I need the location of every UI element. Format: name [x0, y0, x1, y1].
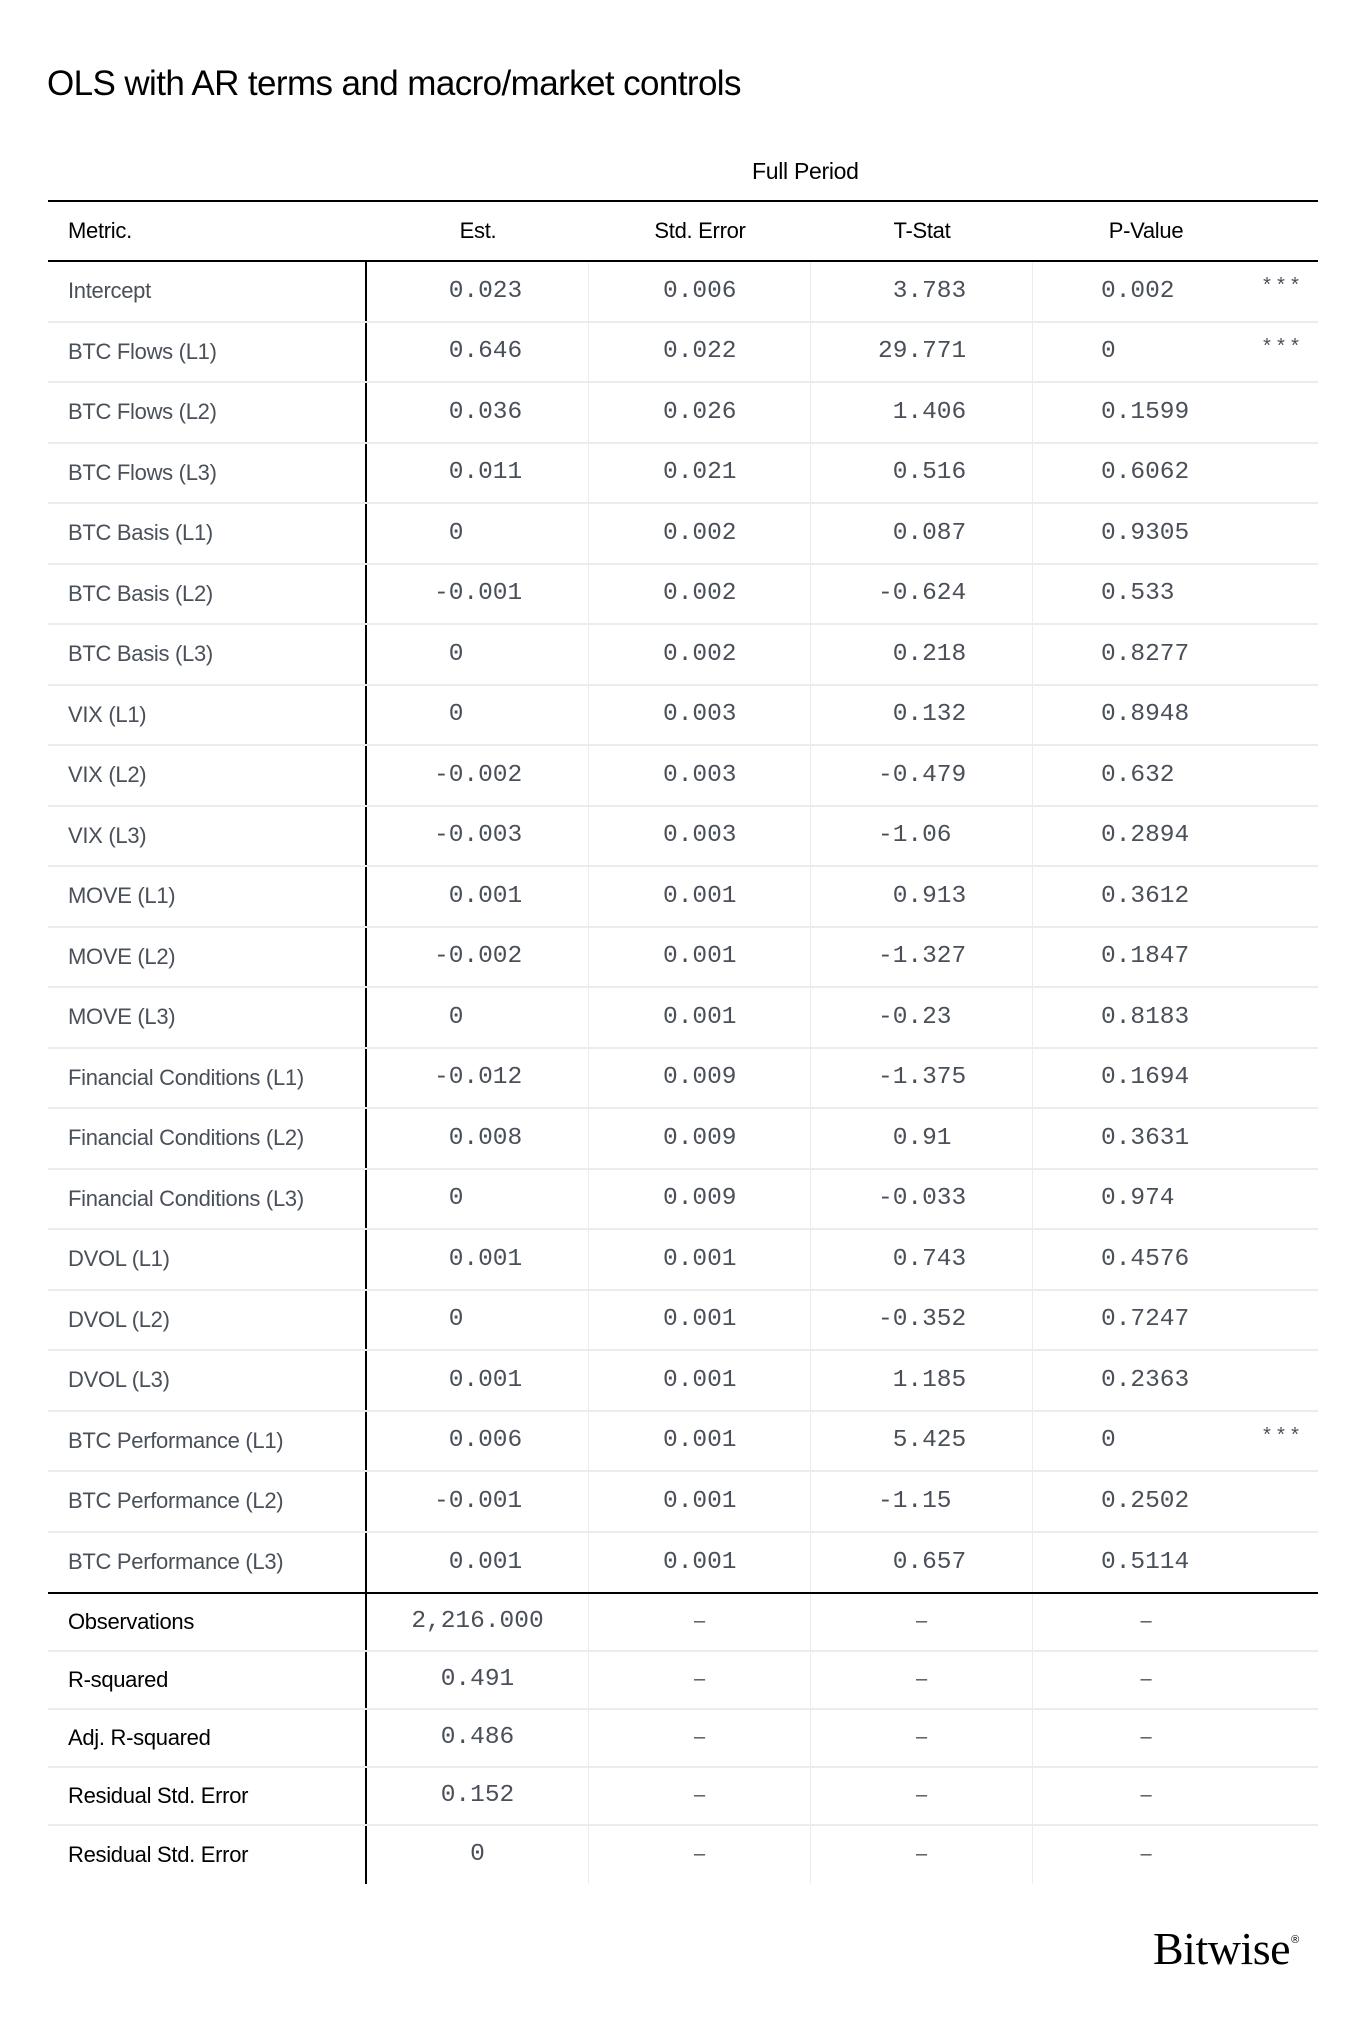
empty-dash: – — [1140, 1843, 1152, 1865]
t-stat-cell — [811, 988, 1033, 1047]
t-stat-cell — [811, 1533, 1033, 1592]
est-value: -0.012 — [434, 1064, 523, 1092]
std-error-cell — [589, 565, 811, 624]
span-header-label: Full Period — [752, 158, 859, 184]
table-row — [48, 1230, 1318, 1291]
summary-rows — [48, 1594, 1318, 1884]
std-error-value: 0.009 — [663, 1185, 737, 1213]
t-stat-value: 0.218 — [878, 640, 967, 668]
metric-label: BTC Performance (L1) — [48, 1412, 367, 1471]
est-cell — [367, 383, 589, 442]
metric-label: Financial Conditions (L3) — [48, 1170, 367, 1229]
p-value-cell — [1033, 504, 1318, 563]
metric-label: BTC Basis (L2) — [48, 565, 367, 624]
summary-est-value: 2,216.000 — [411, 1608, 544, 1635]
p-value: 0.1694 — [1101, 1064, 1190, 1092]
std-error-value: 0.002 — [663, 640, 737, 668]
t-stat-value: -0.624 — [878, 580, 967, 608]
t-stat-value: -1.06 — [878, 822, 952, 850]
est-value: -0.002 — [434, 943, 523, 971]
est-value: -0.003 — [434, 822, 523, 850]
est-cell — [367, 1170, 589, 1229]
std-error-cell — [589, 1109, 811, 1168]
p-value-cell — [1033, 1170, 1318, 1229]
table-row — [48, 807, 1318, 868]
p-value: 0.8183 — [1101, 1003, 1190, 1031]
std-error-cell — [589, 928, 811, 987]
t-stat-value: -0.23 — [878, 1003, 952, 1031]
est-cell — [367, 444, 589, 503]
t-stat-value: 0.91 — [878, 1124, 952, 1152]
metric-label: MOVE (L2) — [48, 928, 367, 987]
p-value: 0.9305 — [1101, 519, 1190, 547]
std-error-value: 0.001 — [663, 1306, 737, 1334]
p-value: 0.1847 — [1101, 943, 1190, 971]
p-value-cell — [1033, 625, 1318, 684]
t-stat-value: 0.657 — [878, 1548, 967, 1576]
est-value: -0.001 — [434, 580, 523, 608]
metric-label: BTC Flows (L3) — [48, 444, 367, 503]
std-error-value: 0.001 — [663, 1245, 737, 1273]
t-stat-cell — [811, 444, 1033, 503]
t-stat-cell — [811, 746, 1033, 805]
p-value: 0.2363 — [1101, 1366, 1190, 1394]
summary-t-stat-cell — [811, 1710, 1033, 1766]
empty-dash: – — [915, 1726, 928, 1748]
t-stat-value: 0.516 — [878, 459, 967, 487]
table-row — [48, 1109, 1318, 1170]
std-error-value: 0.021 — [663, 459, 737, 487]
est-value: 0 — [434, 519, 464, 547]
est-cell — [367, 988, 589, 1047]
summary-est-cell — [367, 1710, 589, 1766]
est-value: 0.011 — [434, 459, 523, 487]
t-stat-cell — [811, 1291, 1033, 1350]
metric-label: BTC Performance (L3) — [48, 1533, 367, 1592]
summary-std-error-cell — [589, 1594, 811, 1650]
p-value: 0.5114 — [1101, 1548, 1190, 1576]
std-error-cell — [589, 867, 811, 926]
est-value: 0.001 — [434, 1245, 523, 1273]
metric-label: DVOL (L3) — [48, 1351, 367, 1410]
table-row — [48, 1049, 1318, 1110]
std-error-value: 0.001 — [663, 1427, 737, 1455]
summary-std-error-cell — [589, 1652, 811, 1708]
std-error-value: 0.009 — [663, 1064, 737, 1092]
std-error-value: 0.002 — [663, 519, 737, 547]
std-error-cell — [589, 686, 811, 745]
table-row — [48, 504, 1318, 565]
p-value-cell — [1033, 1109, 1318, 1168]
est-cell — [367, 565, 589, 624]
std-error-cell — [589, 323, 811, 382]
summary-est-cell — [367, 1652, 589, 1708]
p-value: 0.2894 — [1101, 822, 1190, 850]
p-value: 0.533 — [1101, 580, 1175, 608]
table-row — [48, 1472, 1318, 1533]
t-stat-cell — [811, 383, 1033, 442]
p-value: 0.002 — [1101, 277, 1175, 305]
empty-dash: – — [693, 1784, 706, 1806]
summary-std-error-cell — [589, 1768, 811, 1824]
est-cell — [367, 746, 589, 805]
est-value: 0.646 — [434, 338, 523, 366]
std-error-value: 0.001 — [663, 882, 737, 910]
std-error-cell — [589, 1472, 811, 1531]
std-error-value: 0.003 — [663, 701, 737, 729]
t-stat-value: -0.352 — [878, 1306, 967, 1334]
est-cell — [367, 867, 589, 926]
p-value: 0.3631 — [1101, 1124, 1190, 1152]
p-value: 0 — [1101, 338, 1116, 366]
regression-table — [48, 150, 1318, 1884]
summary-t-stat-cell — [811, 1768, 1033, 1824]
empty-dash: – — [1140, 1784, 1152, 1806]
logo-text: Bitwise — [1153, 1923, 1291, 1974]
t-stat-cell — [811, 686, 1033, 745]
est-cell — [367, 262, 589, 321]
summary-row — [48, 1652, 1318, 1710]
table-row — [48, 1412, 1318, 1473]
metric-label: BTC Flows (L1) — [48, 323, 367, 382]
std-error-value: 0.001 — [663, 1003, 737, 1031]
p-value-cell — [1033, 1291, 1318, 1350]
table-row — [48, 988, 1318, 1049]
summary-row — [48, 1826, 1318, 1884]
p-value: 0.2502 — [1101, 1487, 1190, 1515]
est-cell — [367, 1533, 589, 1592]
t-stat-cell — [811, 625, 1033, 684]
summary-p-value-cell — [1033, 1652, 1318, 1708]
std-error-cell — [589, 1533, 811, 1592]
est-value: 0.001 — [434, 882, 523, 910]
p-value: 0.8277 — [1101, 640, 1190, 668]
est-cell — [367, 1472, 589, 1531]
p-value: 0.8948 — [1101, 701, 1190, 729]
metric-label: Financial Conditions (L2) — [48, 1109, 367, 1168]
summary-label: Residual Std. Error — [48, 1826, 367, 1884]
table-row — [48, 565, 1318, 626]
t-stat-cell — [811, 323, 1033, 382]
est-cell — [367, 807, 589, 866]
metric-label: MOVE (L1) — [48, 867, 367, 926]
std-error-cell — [589, 746, 811, 805]
metric-label: VIX (L2) — [48, 746, 367, 805]
t-stat-value: -0.033 — [878, 1185, 967, 1213]
empty-dash: – — [1140, 1668, 1152, 1690]
metric-label: DVOL (L2) — [48, 1291, 367, 1350]
metric-label: BTC Basis (L3) — [48, 625, 367, 684]
empty-dash: – — [1140, 1610, 1152, 1632]
column-header-row — [48, 200, 1318, 262]
t-stat-cell — [811, 1472, 1033, 1531]
p-value: 0.6062 — [1101, 459, 1190, 487]
t-stat-value: 0.087 — [878, 519, 967, 547]
p-value-cell — [1033, 444, 1318, 503]
empty-dash: – — [693, 1668, 706, 1690]
t-stat-value: 0.743 — [878, 1245, 967, 1273]
p-value-cell — [1033, 988, 1318, 1047]
p-value: 0.7247 — [1101, 1306, 1190, 1334]
p-value: 0 — [1101, 1427, 1116, 1455]
p-value: 0.3612 — [1101, 882, 1190, 910]
std-error-value: 0.001 — [663, 1366, 737, 1394]
est-value: -0.002 — [434, 761, 523, 789]
summary-std-error-cell — [589, 1826, 811, 1884]
column-header-t-stat: T-Stat — [893, 218, 951, 243]
std-error-cell — [589, 1049, 811, 1108]
summary-label: Residual Std. Error — [48, 1768, 367, 1824]
t-stat-cell — [811, 565, 1033, 624]
significance-stars: *** — [1261, 276, 1304, 299]
std-error-value: 0.001 — [663, 1487, 737, 1515]
summary-p-value-cell — [1033, 1768, 1318, 1824]
std-error-value: 0.001 — [663, 943, 737, 971]
metric-label: DVOL (L1) — [48, 1230, 367, 1289]
t-stat-value: 3.783 — [878, 277, 967, 305]
registered-mark: ® — [1291, 1934, 1299, 1946]
summary-label: Adj. R-squared — [48, 1710, 367, 1766]
summary-std-error-cell — [589, 1710, 811, 1766]
empty-dash: – — [1140, 1726, 1152, 1748]
std-error-value: 0.022 — [663, 338, 737, 366]
summary-row — [48, 1594, 1318, 1652]
t-stat-cell — [811, 1170, 1033, 1229]
std-error-cell — [589, 444, 811, 503]
significance-stars: *** — [1261, 336, 1304, 360]
column-header-est: Est. — [459, 218, 497, 243]
std-error-value: 0.003 — [663, 822, 737, 850]
std-error-cell — [589, 262, 811, 321]
summary-p-value-cell — [1033, 1594, 1318, 1650]
est-value: -0.001 — [434, 1487, 523, 1515]
metric-label: BTC Flows (L2) — [48, 383, 367, 442]
t-stat-cell — [811, 867, 1033, 926]
p-value-cell — [1033, 807, 1318, 866]
p-value-cell — [1033, 1049, 1318, 1108]
table-row — [48, 625, 1318, 686]
summary-p-value-cell — [1033, 1710, 1318, 1766]
metric-label: Intercept — [48, 262, 367, 321]
std-error-cell — [589, 988, 811, 1047]
p-value-cell — [1033, 383, 1318, 442]
std-error-cell — [589, 1351, 811, 1410]
est-value: 0.008 — [434, 1124, 523, 1152]
std-error-cell — [589, 1230, 811, 1289]
significance-stars: *** — [1261, 1425, 1304, 1449]
span-header — [48, 150, 1318, 200]
table-row — [48, 444, 1318, 505]
t-stat-value: 1.406 — [878, 398, 967, 426]
std-error-cell — [589, 1291, 811, 1350]
coefficient-rows — [48, 262, 1318, 1594]
est-value: 0.036 — [434, 398, 523, 426]
summary-est-cell — [367, 1768, 589, 1824]
p-value-cell — [1033, 686, 1318, 745]
est-value: 0.001 — [434, 1548, 523, 1576]
p-value-cell — [1033, 746, 1318, 805]
empty-dash: – — [915, 1668, 928, 1690]
est-cell — [367, 1291, 589, 1350]
summary-row — [48, 1768, 1318, 1826]
std-error-value: 0.003 — [663, 761, 737, 789]
t-stat-value: 0.132 — [878, 701, 967, 729]
t-stat-cell — [811, 928, 1033, 987]
est-value: 0 — [434, 1306, 464, 1334]
summary-t-stat-cell — [811, 1826, 1033, 1884]
table-row — [48, 262, 1318, 323]
std-error-value: 0.026 — [663, 398, 737, 426]
metric-label: VIX (L3) — [48, 807, 367, 866]
p-value-cell — [1033, 323, 1318, 382]
est-cell — [367, 1049, 589, 1108]
p-value-cell — [1033, 1412, 1318, 1471]
summary-t-stat-cell — [811, 1594, 1033, 1650]
std-error-cell — [589, 504, 811, 563]
empty-dash: – — [915, 1843, 928, 1865]
p-value: 0.4576 — [1101, 1245, 1190, 1273]
p-value: 0.1599 — [1101, 398, 1190, 426]
est-cell — [367, 625, 589, 684]
p-value-cell — [1033, 1230, 1318, 1289]
std-error-cell — [589, 1170, 811, 1229]
table-row — [48, 1351, 1318, 1412]
est-cell — [367, 1351, 589, 1410]
metric-label: MOVE (L3) — [48, 988, 367, 1047]
summary-est-value: 0 — [470, 1841, 485, 1868]
summary-t-stat-cell — [811, 1652, 1033, 1708]
table-row — [48, 746, 1318, 807]
t-stat-value: 1.185 — [878, 1366, 967, 1394]
summary-est-cell — [367, 1594, 589, 1650]
t-stat-value: -1.375 — [878, 1064, 967, 1092]
column-header-p-value-label: P-Value — [1108, 218, 1184, 243]
table-row — [48, 1170, 1318, 1231]
t-stat-value: 0.913 — [878, 882, 967, 910]
t-stat-value: 29.771 — [878, 338, 967, 366]
t-stat-cell — [811, 262, 1033, 321]
est-value: 0.006 — [434, 1427, 523, 1455]
column-header-p-value — [1033, 218, 1318, 244]
est-cell — [367, 1230, 589, 1289]
empty-dash: – — [693, 1610, 706, 1632]
t-stat-value: -1.327 — [878, 943, 967, 971]
est-value: 0 — [434, 640, 464, 668]
p-value-cell — [1033, 1533, 1318, 1592]
std-error-value: 0.002 — [663, 580, 737, 608]
summary-est-cell — [367, 1826, 589, 1884]
empty-dash: – — [915, 1610, 928, 1632]
t-stat-cell — [811, 1049, 1033, 1108]
std-error-value: 0.006 — [663, 277, 737, 305]
table-row — [48, 686, 1318, 747]
summary-est-value: 0.486 — [440, 1724, 515, 1751]
column-header-metric: Metric. — [68, 218, 132, 243]
est-cell — [367, 1109, 589, 1168]
table-row — [48, 383, 1318, 444]
t-stat-value: 5.425 — [878, 1427, 967, 1455]
page-title: OLS with AR terms and macro/market controls — [47, 64, 741, 103]
p-value-cell — [1033, 1472, 1318, 1531]
t-stat-value: -1.15 — [878, 1487, 952, 1515]
std-error-cell — [589, 625, 811, 684]
p-value: 0.632 — [1101, 761, 1175, 789]
std-error-cell — [589, 807, 811, 866]
t-stat-cell — [811, 1412, 1033, 1471]
metric-label: BTC Performance (L2) — [48, 1472, 367, 1531]
est-cell — [367, 686, 589, 745]
table-row — [48, 323, 1318, 384]
column-header-std-error: Std. Error — [654, 218, 746, 243]
empty-dash: – — [693, 1843, 706, 1865]
p-value-cell — [1033, 565, 1318, 624]
p-value-cell — [1033, 928, 1318, 987]
empty-dash: – — [693, 1726, 706, 1748]
metric-label: BTC Basis (L1) — [48, 504, 367, 563]
table-row — [48, 1291, 1318, 1352]
p-value-cell — [1033, 867, 1318, 926]
t-stat-cell — [811, 1109, 1033, 1168]
t-stat-cell — [811, 807, 1033, 866]
summary-label: R-squared — [48, 1652, 367, 1708]
summary-label: Observations — [48, 1594, 367, 1650]
std-error-cell — [589, 1412, 811, 1471]
std-error-cell — [589, 383, 811, 442]
bitwise-logo — [1153, 1922, 1299, 1975]
est-value: 0 — [434, 1185, 464, 1213]
summary-est-value: 0.491 — [440, 1666, 515, 1693]
est-value: 0 — [434, 1003, 464, 1031]
summary-est-value: 0.152 — [440, 1782, 515, 1809]
p-value: 0.974 — [1101, 1185, 1175, 1213]
std-error-value: 0.001 — [663, 1548, 737, 1576]
table-row — [48, 928, 1318, 989]
t-stat-value: -0.479 — [878, 761, 967, 789]
summary-row — [48, 1710, 1318, 1768]
est-cell — [367, 928, 589, 987]
est-cell — [367, 1412, 589, 1471]
metric-label: Financial Conditions (L1) — [48, 1049, 367, 1108]
p-value-cell — [1033, 1351, 1318, 1410]
est-cell — [367, 504, 589, 563]
table-row — [48, 1533, 1318, 1594]
est-value: 0.001 — [434, 1366, 523, 1394]
empty-dash: – — [915, 1784, 928, 1806]
est-value: 0 — [434, 701, 464, 729]
metric-label: VIX (L1) — [48, 686, 367, 745]
summary-p-value-cell — [1033, 1826, 1318, 1884]
t-stat-cell — [811, 1351, 1033, 1410]
t-stat-cell — [811, 504, 1033, 563]
est-value: 0.023 — [434, 277, 523, 305]
std-error-value: 0.009 — [663, 1124, 737, 1152]
t-stat-cell — [811, 1230, 1033, 1289]
p-value-cell — [1033, 262, 1318, 321]
table-row — [48, 867, 1318, 928]
est-cell — [367, 323, 589, 382]
